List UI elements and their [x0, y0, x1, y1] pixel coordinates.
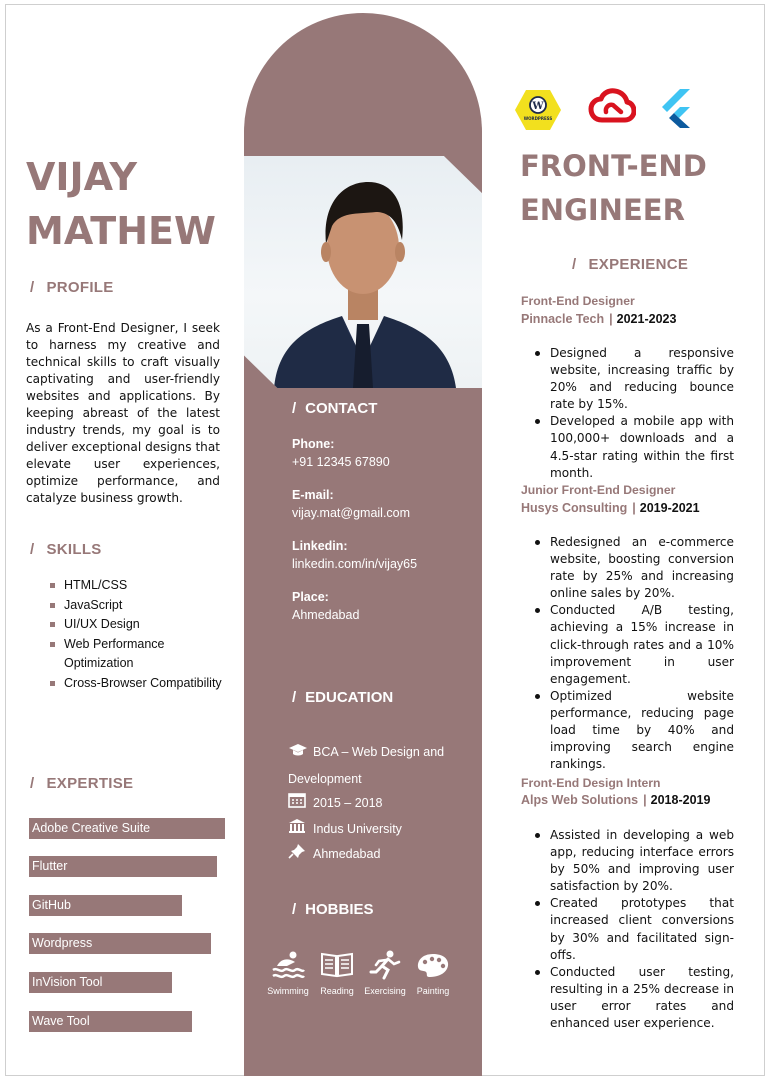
education-years: 2015 – 2018	[288, 790, 468, 817]
bullet-item: Conducted user testing, resulting in a 25% decrease in user error rates and enhanced user experience.	[532, 964, 734, 1032]
running-icon	[368, 950, 402, 980]
expertise-bar-github: GitHub	[29, 895, 182, 916]
education-city: Ahmedabad	[288, 841, 468, 868]
job-1-title: Front-End Designer	[521, 294, 635, 308]
calendar-icon	[288, 791, 308, 817]
linkedin-value[interactable]: linkedin.com/in/vijay65	[292, 557, 418, 571]
hobby-swimming	[263, 950, 313, 996]
candidate-name	[26, 150, 236, 258]
skills-list	[48, 576, 228, 694]
job-3-bullets	[532, 827, 734, 1032]
hobby-label: Exercising	[364, 986, 406, 996]
expertise-bar-wave: Wave Tool	[29, 1011, 192, 1032]
expertise-bar-adobe: Adobe Creative Suite	[29, 818, 225, 839]
phone-label: Phone:	[292, 437, 335, 451]
place-label: Place:	[292, 590, 329, 604]
skill-item: HTML/CSS	[48, 576, 228, 596]
skill-item: Web Performance Optimization	[48, 635, 228, 674]
email-label: E-mail:	[292, 488, 334, 502]
expertise-bar-invision: InVision Tool	[29, 972, 172, 993]
bullet-item: Assisted in developing a web app, reducing interface errors by 50% and improving user satisfaction by 20%.	[532, 827, 734, 895]
education-heading: / EDUCATION	[292, 689, 394, 706]
hobby-label: Reading	[320, 986, 354, 996]
skills-heading: / SKILLS	[30, 541, 102, 558]
bullet-item: Optimized website performance, reducing page load time by 40% and improving search engine rankings.	[532, 688, 734, 773]
title-line-2: ENGINEER	[520, 193, 685, 227]
hobby-exercising	[360, 950, 410, 996]
bullet-item: Conducted A/B testing, achieving a 15% increase in click-through rates and a 10% improvement in user engagement.	[532, 602, 734, 687]
profile-heading: / PROFILE	[30, 279, 114, 296]
profile-text: As a Front-End Designer, I seek to harness my creative and technical skills to craft visually captivating and user-friendly websites and applications. By keeping abreast of the latest industry trends, my goal is to deliver exceptional designs that elevate user experiences, optimize performance, and catalyze business growth.	[26, 321, 220, 505]
pushpin-icon	[288, 842, 308, 868]
expertise-bar-flutter: Flutter	[29, 856, 217, 877]
last-name: MATHEW	[26, 209, 216, 253]
education-university: Indus University	[288, 816, 468, 843]
profile-photo	[244, 156, 482, 388]
bullet-item: Designed a responsive website, increasing traffic by 20% and reducing bounce rate by 15%.	[532, 345, 734, 413]
linkedin-label: Linkedin:	[292, 539, 348, 553]
skill-item: JavaScript	[48, 596, 228, 616]
job-2-bullets	[532, 534, 734, 773]
skill-item: Cross-Browser Compatibility	[48, 674, 228, 694]
graduation-cap-icon	[288, 740, 308, 766]
job-3-title: Front-End Design Intern	[521, 776, 661, 790]
hobby-reading	[312, 950, 362, 996]
bullet-item: Created prototypes that increased client conversions by 30% and facilitated sign-offs.	[532, 895, 734, 963]
hobby-label: Swimming	[267, 986, 309, 996]
experience-heading: / EXPERIENCE	[572, 256, 689, 273]
swimming-icon	[271, 950, 305, 980]
title-line-1: FRONT-END	[520, 149, 707, 183]
expertise-bar-wordpress: Wordpress	[29, 933, 211, 954]
adobe-creative-cloud-logo	[588, 88, 636, 133]
hobby-painting	[408, 950, 458, 996]
flutter-logo	[659, 88, 693, 133]
job-1-company: Pinnacle Tech | 2021-2023	[521, 312, 677, 326]
bullet-item: Developed a mobile app with 100,000+ downloads and a 4.5-star rating within the first month.	[532, 413, 734, 481]
palette-icon	[416, 950, 450, 980]
job-2-title: Junior Front-End Designer	[521, 483, 676, 497]
job-title-headline	[520, 144, 750, 232]
education-degree: BCA – Web Design and Development	[288, 739, 468, 792]
job-1-bullets	[532, 345, 734, 482]
book-icon	[320, 950, 354, 980]
hobby-label: Painting	[416, 986, 450, 996]
job-2-company: Husys Consulting | 2019-2021	[521, 501, 700, 515]
svg-text:W: W	[532, 101, 544, 112]
job-3-company: Alps Web Solutions | 2018-2019	[521, 793, 711, 807]
wordpress-logo	[515, 89, 561, 136]
first-name: VIJAY	[26, 155, 137, 199]
university-icon	[288, 817, 308, 843]
email-value[interactable]: vijay.mat@gmail.com	[292, 506, 411, 520]
expertise-heading: / EXPERTISE	[30, 775, 134, 792]
contact-heading: / CONTACT	[292, 400, 378, 417]
wordpress-logo-text: WORDPRESS	[523, 116, 553, 121]
phone-value[interactable]: +91 12345 67890	[292, 455, 390, 469]
bullet-item: Redesigned an e-commerce website, boosting conversion rate by 25% and increasing online sales by 20%.	[532, 534, 734, 602]
hobbies-heading: / HOBBIES	[292, 901, 374, 918]
skill-item: UI/UX Design	[48, 615, 228, 635]
place-value: Ahmedabad	[292, 608, 360, 622]
